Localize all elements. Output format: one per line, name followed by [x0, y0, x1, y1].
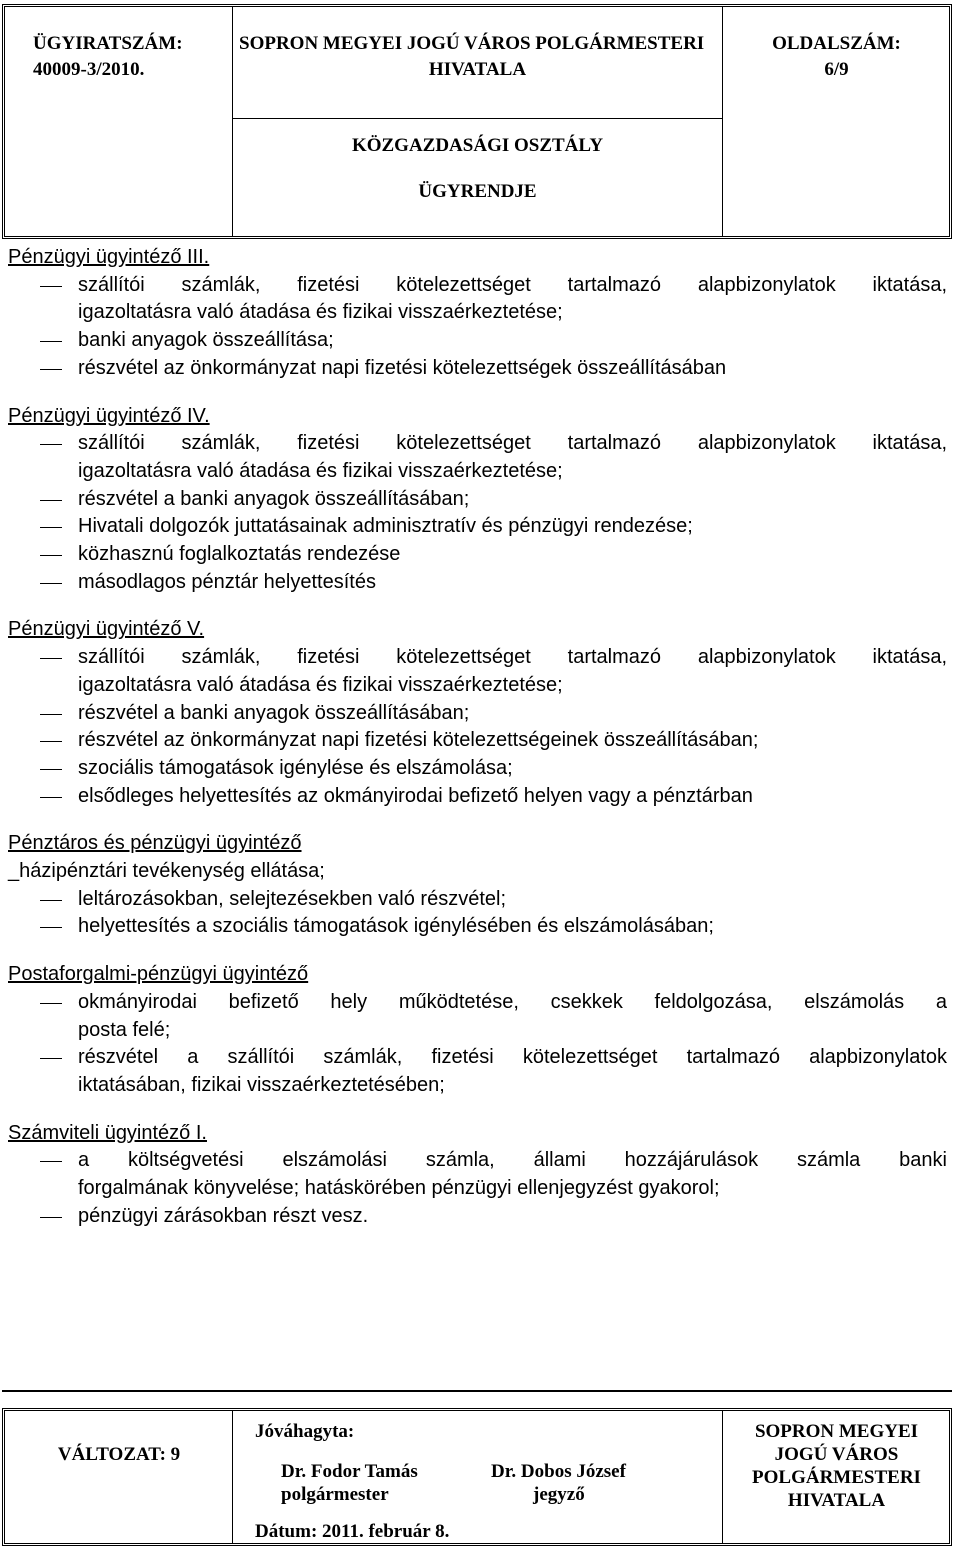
list-item-line: szállítói számlák, fizetési kötelezettséget tartalmazó alapbizonylatok iktatása, — [78, 646, 947, 669]
list-item-line: leltározásokban, selejtezésekben való részvétel; — [78, 887, 507, 910]
approval-date: Dátum: 2011. február 8. — [255, 1521, 450, 1542]
notary-title: jegyző — [533, 1484, 585, 1505]
list-bullet-dash — [40, 1217, 62, 1218]
section-title: Pénzügyi ügyintéző III. — [8, 246, 210, 268]
list-bullet-dash — [40, 1003, 62, 1004]
version-cell — [5, 1411, 233, 1543]
list-bullet-dash — [40, 341, 62, 342]
list-bullet-dash — [40, 527, 62, 528]
list-item-line: helyettesítés a szociális támogatások igénylésében és elszámolásában; — [78, 915, 714, 938]
list-bullet-dash — [40, 444, 62, 445]
footer-office-line1: SOPRON MEGYEI — [754, 1421, 919, 1442]
list-bullet-dash — [40, 286, 62, 287]
list-item-line: okmányirodai befizető hely működtetése, csekkek feldolgozása, elszámolás a — [78, 990, 947, 1013]
list-item-line: másodlagos pénztár helyettesítés — [78, 570, 376, 593]
page-number-cell — [722, 7, 949, 236]
list-item-line: részvétel az önkormányzat napi fizetési kötelezettségeinek összeállításában; — [78, 729, 759, 752]
section-title: Pénztáros és pénzügyi ügyintéző — [8, 832, 302, 855]
list-item-line: részvétel a szállítói számlák, fizetési kötelezettséget tartalmazó alapbizonylatok — [78, 1046, 947, 1069]
department-cell — [233, 119, 722, 236]
list-bullet-dash — [40, 1161, 62, 1162]
section-title: Postaforgalmi-pénzügyi ügyintéző — [8, 963, 309, 986]
doc-number-label: ÜGYIRATSZÁM: — [33, 33, 183, 54]
list-item-line: részvétel az önkormányzat napi fizetési kötelezettségek összeállításában — [78, 356, 727, 379]
doc-number-cell — [5, 7, 233, 236]
footer-divider — [2, 1390, 952, 1392]
mayor-title: polgármester — [281, 1484, 389, 1505]
list-bullet-dash — [40, 369, 62, 370]
approved-label: Jóváhagyta: — [255, 1421, 355, 1442]
version-label: VÁLTOZAT: 9 — [57, 1444, 181, 1465]
section-title: Számviteli ügyintéző I. — [8, 1121, 207, 1144]
list-item-line: pénzügyi zárásokban részt vesz. — [78, 1204, 369, 1227]
office-name-cell — [233, 7, 722, 119]
page-number: 6/9 — [824, 59, 849, 80]
document-header — [2, 4, 952, 239]
list-bullet-dash — [40, 500, 62, 501]
list-bullet-dash — [40, 555, 62, 556]
list-item-line: igazoltatásra való átadása és fizikai visszaérkeztetése; — [78, 673, 563, 696]
list-item-line: szociális támogatások igénylése és elszámolása; — [78, 756, 513, 779]
list-item-line: részvétel a banki anyagok összeállításában; — [78, 701, 470, 724]
list-item-line: banki anyagok összeállítása; — [78, 329, 334, 352]
list-bullet-dash — [40, 769, 62, 770]
footer-office-line4: HIVATALA — [787, 1490, 886, 1511]
list-bullet-dash — [40, 797, 62, 798]
office-name-line1: SOPRON MEGYEI JOGÚ VÁROS POLGÁRMESTERI — [239, 33, 705, 54]
mayor-name: Dr. Fodor Tamás — [281, 1461, 418, 1482]
footer-office-line3: POLGÁRMESTERI — [752, 1467, 921, 1488]
list-item-line: Hivatali dolgozók juttatásainak adminisztratív és pénzügyi rendezése; — [78, 515, 693, 538]
footer-office-cell — [722, 1411, 949, 1543]
list-bullet-dash — [40, 1058, 62, 1059]
list-item-line: elsődleges helyettesítés az okmányirodai befizető helyen vagy a pénztárban — [78, 784, 753, 807]
department-name: KÖZGAZDASÁGI OSZTÁLY — [351, 135, 604, 156]
list-item-line: igazoltatásra való átadása és fizikai visszaérkeztetése; — [78, 459, 563, 482]
page-number-label: OLDALSZÁM: — [772, 33, 901, 54]
list-item-line: közhasznú foglalkoztatás rendezése — [78, 543, 401, 565]
doc-number: 40009-3/2010. — [33, 59, 145, 80]
list-bullet-dash — [40, 658, 62, 659]
list-bullet-dash — [40, 927, 62, 928]
footer-office-line2: JOGÚ VÁROS — [774, 1444, 899, 1465]
list-item-line: posta felé; — [78, 1018, 171, 1041]
list-item-line: igazoltatásra való átadása és fizikai visszaérkeztetése; — [78, 301, 563, 324]
list-bullet-dash — [40, 900, 62, 901]
document-footer — [2, 1408, 952, 1546]
list-bullet-dash — [40, 714, 62, 715]
list-item-line: a költségvetési elszámolási számla, állami hozzájárulások számla banki — [78, 1149, 947, 1172]
document-type: ÜGYRENDJE — [418, 181, 537, 202]
section-title: Pénzügyi ügyintéző V. — [8, 618, 205, 641]
section-title: Pénzügyi ügyintéző IV. — [8, 404, 210, 427]
office-name-line2: HIVATALA — [428, 59, 527, 80]
list-item-line: forgalmának könyvelése; hatáskörében pénzügyi ellenjegyzést gyakorol; — [78, 1177, 720, 1199]
list-bullet-dash — [40, 741, 62, 742]
list-item-line: szállítói számlák, fizetési kötelezettséget tartalmazó alapbizonylatok iktatása, — [78, 432, 947, 455]
list-item-line: iktatásában, fizikai visszaérkeztetésében; — [78, 1073, 445, 1096]
notary-name: Dr. Dobos József — [491, 1461, 626, 1482]
list-item-line: részvétel a banki anyagok összeállításában; — [78, 487, 470, 510]
list-bullet-dash — [40, 583, 62, 584]
list-item-line: szállítói számlák, fizetési kötelezettséget tartalmazó alapbizonylatok iktatása, — [78, 273, 947, 296]
section-plain-line: _házipénztári tevékenység ellátása; — [8, 860, 325, 882]
